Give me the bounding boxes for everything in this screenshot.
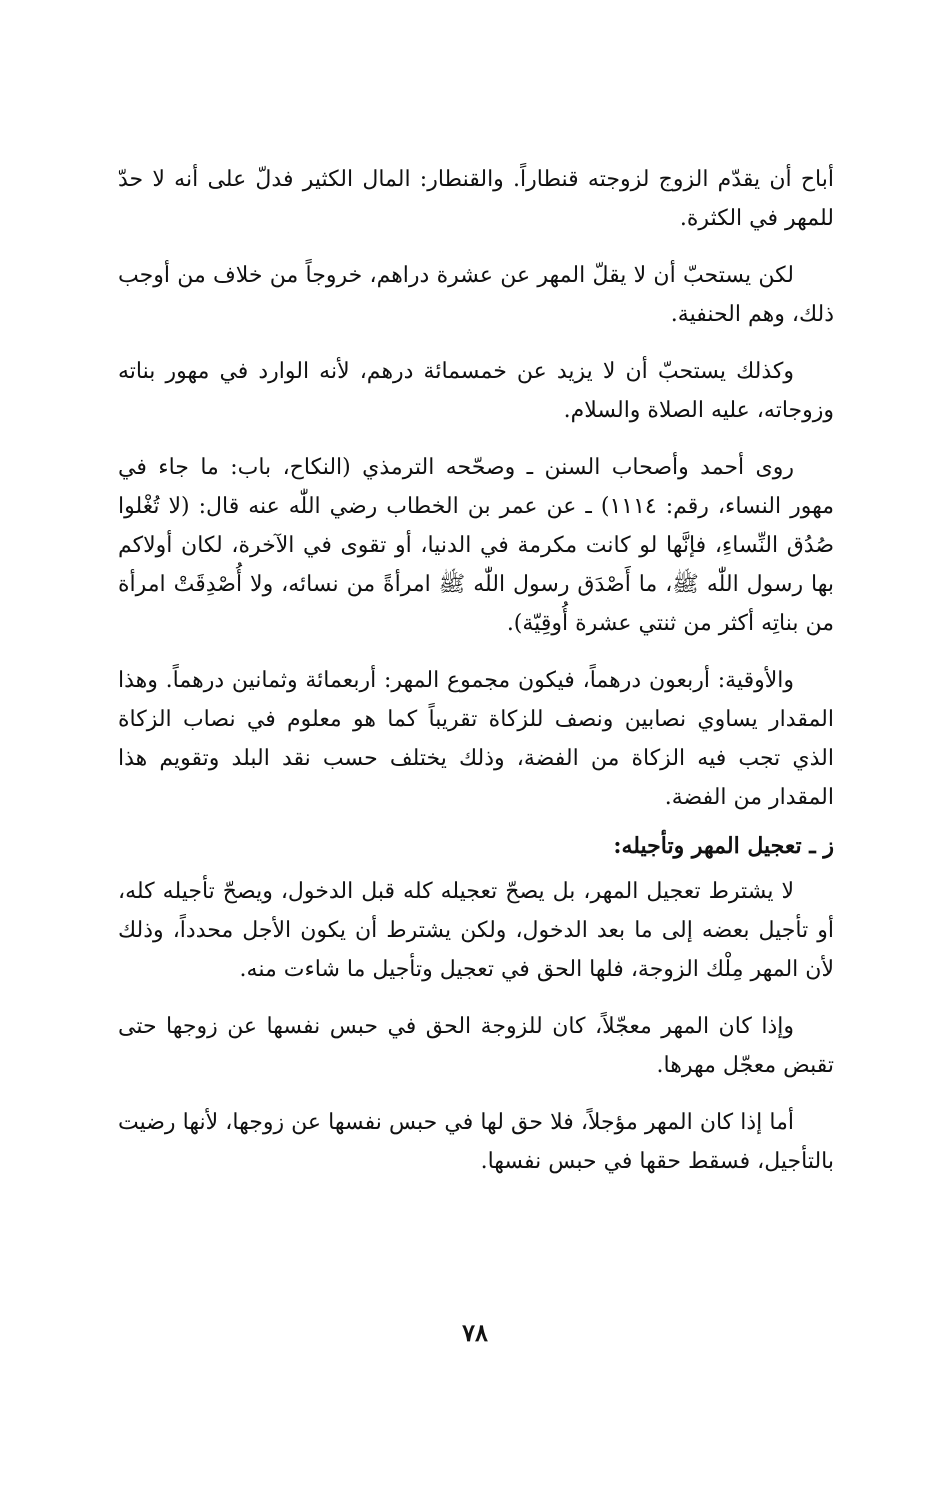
- page-number: ٧٨: [462, 1318, 488, 1347]
- paragraph-maximum-dowry: وكذلك يستحبّ أن لا يزيد عن خمسمائة درهم، لأنه الوارد في مهور بناته وزوجاته، عليه الصلاة والسلام.: [118, 359, 834, 423]
- paragraph-advance-deferral: لا يشترط تعجيل المهر، بل يصحّ تعجيله كله قبل الدخول، ويصحّ تأجيله كله، أو تأجيل بعضه إلى ما بعد الدخول، ولكن يشترط أن يكون الأجل محدداً، وذلك لأن المهر مِلْك الزوجة، فلها الحق في تعجيل وتأجيل ما شاءت منه.: [118, 879, 834, 982]
- paragraph-uqiya-definition: والأوقية: أربعون درهماً، فيكون مجموع المهر: أربعمائة وثمانين درهماً. وهذا المقدار يساوي نصابين ونصف للزكاة تقريباً كما هو معلوم في نصاب الزكاة الذي تجب فيه الزكاة من الفضة، وذلك يختلف حسب نقد البلد وتقويم هذا المقدار من الفضة.: [118, 668, 834, 810]
- page-body: [118, 160, 834, 1199]
- paragraph-hadith-narration: روى أحمد وأصحاب السنن ـ وصحّحه الترمذي (النكاح، باب: ما جاء في مهور النساء، رقم: ١١١٤) ـ عن عمر بن الخطاب رضي اللّٰه عنه قال: (لا تُغْلوا صُدُق النِّساءِ، فإنَّها لو كانت مكرمة في الدنيا، أو تقوى في الآخرة، لكان أولاكم بها رسول اللّٰه ﷺ، ما أَصْدَق رسول اللّٰه ﷺ امرأةً من نسائه، ولا أُصْدِقَتْ امرأة من بناتِه أكثر من ثنتي عشرة أُوقِيّة).: [118, 455, 834, 636]
- paragraph-minimum-dowry: لكن يستحبّ أن لا يقلّ المهر عن عشرة دراهم، خروجاً من خلاف من أوجب ذلك، وهم الحنفية.: [118, 263, 834, 327]
- section-heading: ز ـ تعجيل المهر وتأجيله:: [613, 833, 834, 859]
- paragraph-dowry-no-limit: أباح أن يقدّم الزوج لزوجته قنطاراً. والقنطار: المال الكثير فدلّ على أنه لا حدّ للمهر في الكثرة.: [118, 167, 834, 231]
- paragraph-advance-dowry: وإذا كان المهر معجّلاً، كان للزوجة الحق في حبس نفسها عن زوجها حتى تقبض معجّل مهرها.: [118, 1014, 834, 1078]
- paragraph-deferred-dowry: أما إذا كان المهر مؤجلاً، فلا حق لها في حبس نفسها عن زوجها، لأنها رضيت بالتأجيل، فسقط حقها في حبس نفسها.: [118, 1110, 834, 1174]
